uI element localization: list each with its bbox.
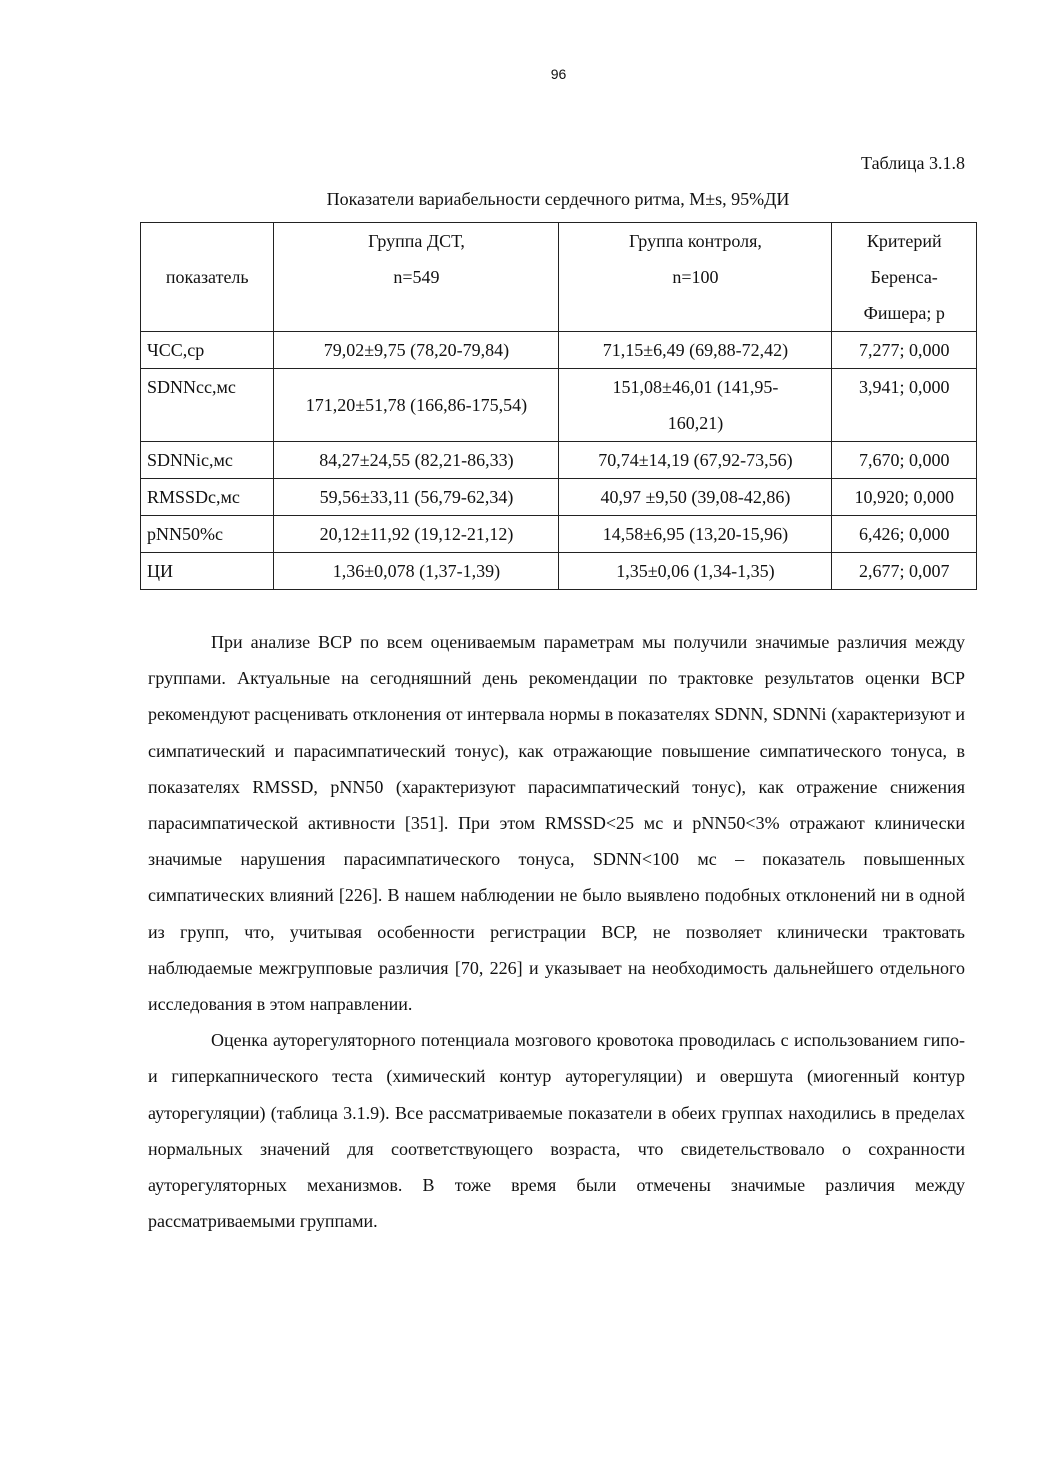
table-cell: ЦИ bbox=[141, 553, 274, 590]
table-row bbox=[141, 479, 977, 516]
table-cell: RMSSDс,мс bbox=[141, 479, 274, 516]
table-cell: 70,74±14,19 (67,92-73,56) bbox=[559, 442, 832, 479]
table-cell: 3,941; 0,000 bbox=[832, 369, 977, 442]
table-cell: pNN50%с bbox=[141, 516, 274, 553]
table-cell: 7,277; 0,000 bbox=[832, 332, 977, 369]
table-cell: 20,12±11,92 (19,12-21,12) bbox=[274, 516, 559, 553]
table-cell: 14,58±6,95 (13,20-15,96) bbox=[559, 516, 832, 553]
table-row bbox=[141, 553, 977, 590]
table-cell: 84,27±24,55 (82,21-86,33) bbox=[274, 442, 559, 479]
table-cell: 151,08±46,01 (141,95- 160,21) bbox=[559, 369, 832, 442]
table-header-row bbox=[141, 223, 977, 332]
table-cell: 6,426; 0,000 bbox=[832, 516, 977, 553]
table-cell: 1,35±0,06 (1,34-1,35) bbox=[559, 553, 832, 590]
table-cell: 59,56±33,11 (56,79-62,34) bbox=[274, 479, 559, 516]
table-cell: 7,670; 0,000 bbox=[832, 442, 977, 479]
table-row bbox=[141, 369, 977, 442]
table-cell: 2,677; 0,007 bbox=[832, 553, 977, 590]
body-text bbox=[148, 624, 965, 1239]
paragraph: Оценка ауторегуляторного потенциала мозгового кровотока проводилась с использованием гипо- и гиперкапнического теста (химический контур ауторегуляции) и овершута (миогенный контур ауторегуляции) (таблица 3.1.9). Все рассматриваемые показатели в обеих группах находились в пределах нормальных значений для соответствующего возраста, что свидетельствовало о сохранности ауторегуляторных механизмов. В тоже время были отмечены значимые различия между рассматриваемыми группами. bbox=[148, 1030, 965, 1232]
table-cell: 71,15±6,49 (69,88-72,42) bbox=[559, 332, 832, 369]
table-row bbox=[141, 442, 977, 479]
header-cell-dst-group: Группа ДСТ, n=549 bbox=[274, 223, 559, 332]
table-cell: 1,36±0,078 (1,37-1,39) bbox=[274, 553, 559, 590]
table-cell: 40,97 ±9,50 (39,08-42,86) bbox=[559, 479, 832, 516]
table-cell: 171,20±51,78 (166,86-175,54) bbox=[274, 369, 559, 442]
table-cell: SDNNiс,мс bbox=[141, 442, 274, 479]
table-cell: 79,02±9,75 (78,20-79,84) bbox=[274, 332, 559, 369]
table-cell: 10,920; 0,000 bbox=[832, 479, 977, 516]
table-caption: Показатели вариабельности сердечного ритма, M±s, 95%ДИ bbox=[326, 189, 790, 209]
table-row bbox=[141, 516, 977, 553]
hrv-table bbox=[140, 222, 977, 590]
table-label: Таблица 3.1.8 bbox=[861, 153, 965, 173]
paragraph: При анализе ВСР по всем оцениваемым параметрам мы получили значимые различия между группами. Актуальные на сегодняшний день рекомендации по трактовке результатов оценки ВСР рекомендуют расценивать отклонения от интервала нормы в показателях SDNN, SDNNi (характеризуют и симпатический и парасимпатический тонус), как отражающие повышение симпатического тонуса, в показателях RMSSD, pNN50 (характеризуют парасимпатический тонус), как отражение снижения парасимпатической активности [351]. При этом RMSSD<25 мс и pNN50<3% отражают клинически значимые нарушения парасимпатического тонуса, SDNN<100 мс – показатель повышенных симпатических влияний [226]. В нашем наблюдении не было выявлено подобных отклонений ни в одной из групп, что, учитывая особенности регистрации ВСР, не позволяет клинически трактовать наблюдаемые межгрупповые различия [70, 226] и указывает на необходимость дальнейшего отдельного исследования в этом направлении. bbox=[148, 632, 965, 1015]
table-cell: SDNNсс,мс bbox=[141, 369, 274, 442]
header-cell-indicator: показатель bbox=[141, 223, 274, 332]
table-row bbox=[141, 332, 977, 369]
header-cell-criterion: Критерий Беренса- Фишера; p bbox=[832, 223, 977, 332]
table-cell: ЧСС,ср bbox=[141, 332, 274, 369]
page-number: 96 bbox=[550, 66, 567, 82]
header-cell-control-group: Группа контроля, n=100 bbox=[559, 223, 832, 332]
